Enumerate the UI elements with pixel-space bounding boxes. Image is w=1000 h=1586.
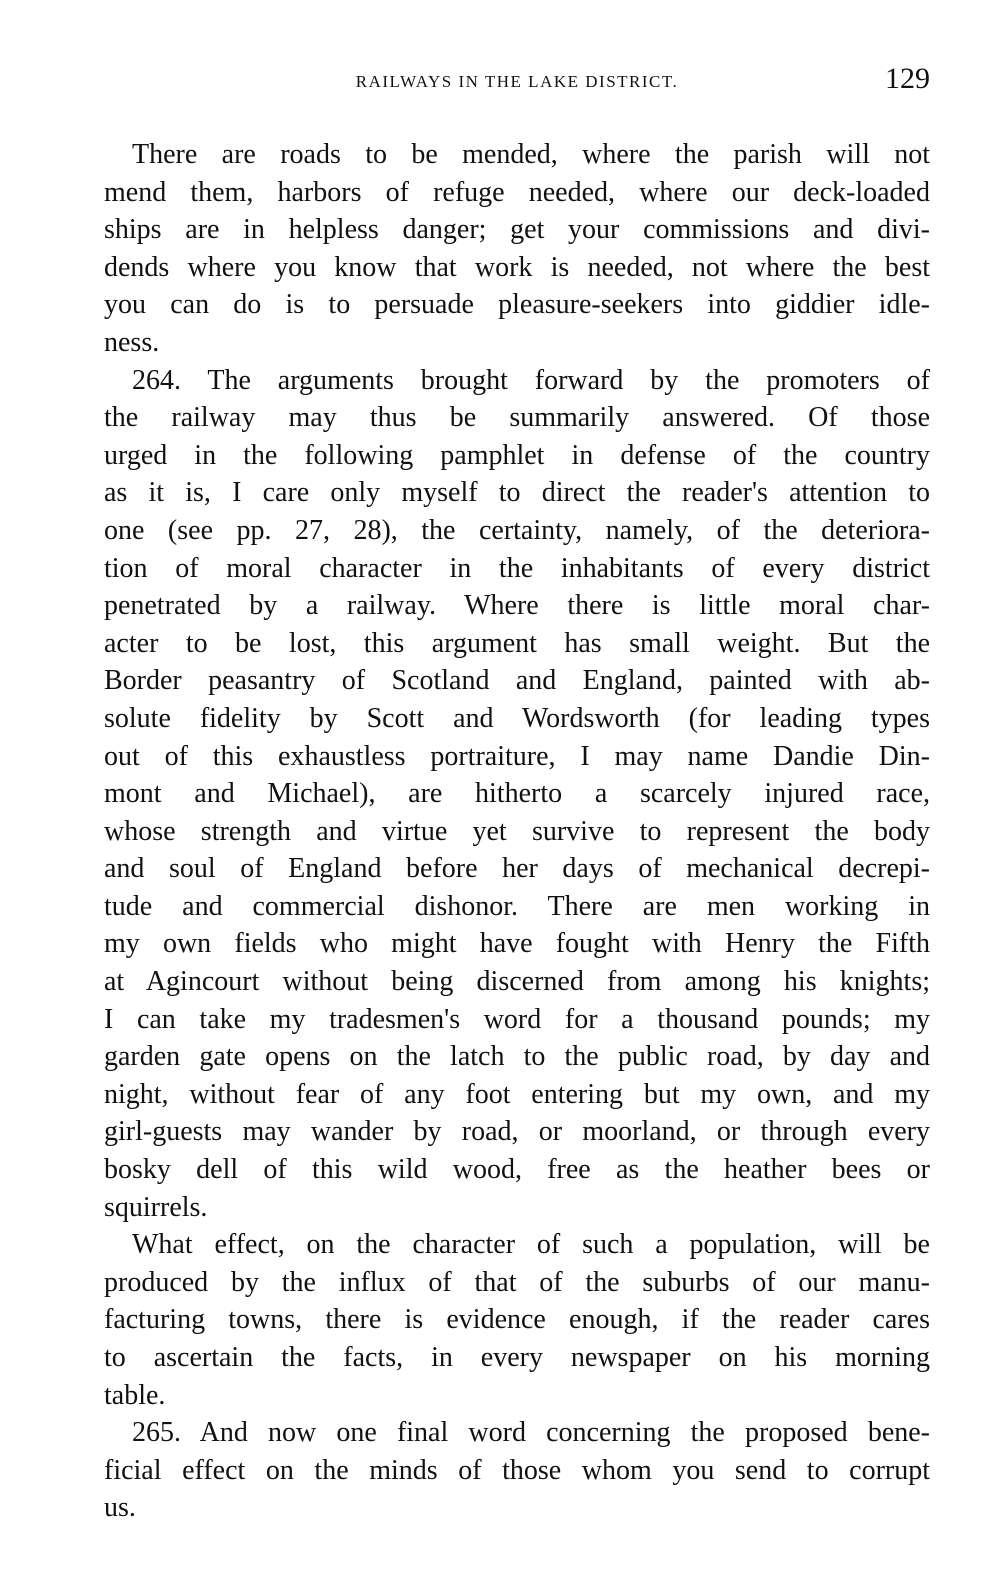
text-line: and soul of England before her days of mechanical decrepi- bbox=[104, 853, 930, 885]
text-line: garden gate opens on the latch to the public road, by day and bbox=[104, 1041, 930, 1073]
page-number: 129 bbox=[885, 62, 930, 95]
text-line: penetrated by a railway. Where there is little moral char- bbox=[104, 590, 930, 622]
text-line: I can take my tradesmen's word for a thousand pounds; my bbox=[104, 1003, 930, 1035]
text-line: at Agincourt without being discerned from among his knights; bbox=[104, 966, 930, 998]
text-line: you can do is to persuade pleasure-seekers into giddier idle- bbox=[104, 289, 930, 321]
text-line: one (see pp. 27, 28), the certainty, namely, of the deteriora- bbox=[104, 514, 930, 546]
text-line: What effect, on the character of such a population, will be bbox=[132, 1229, 930, 1261]
text-line: ficial effect on the minds of those whom you send to corrupt bbox=[104, 1454, 930, 1486]
text-line: tude and commercial dishonor. There are men working in bbox=[104, 890, 930, 922]
text-line: ships are in helpless danger; get your commissions and divi- bbox=[104, 214, 930, 246]
text-line: bosky dell of this wild wood, free as the heather bees or bbox=[104, 1154, 930, 1186]
text-line: out of this exhaustless portraiture, I may name Dandie Din- bbox=[104, 740, 930, 772]
body-text bbox=[104, 136, 930, 1527]
text-line: my own fields who might have fought with Henry the Fifth bbox=[104, 928, 930, 960]
text-line: solute fidelity by Scott and Wordsworth (for leading types bbox=[104, 702, 930, 734]
running-title: RAILWAYS IN THE LAKE DISTRICT. bbox=[355, 72, 679, 91]
text-line: night, without fear of any foot entering but my own, and my bbox=[104, 1078, 930, 1110]
text-line: whose strength and virtue yet survive to represent the body bbox=[104, 815, 930, 847]
running-head bbox=[104, 62, 930, 102]
text-line: Border peasantry of Scotland and England, painted with ab- bbox=[104, 665, 930, 697]
paragraph bbox=[104, 1414, 930, 1527]
text-line: squirrels. bbox=[104, 1191, 208, 1223]
text-line: us. bbox=[104, 1492, 136, 1524]
text-line: ness. bbox=[104, 326, 160, 358]
text-line: produced by the influx of that of the suburbs of our manu- bbox=[104, 1266, 930, 1298]
text-line: acter to be lost, this argument has small weight. But the bbox=[104, 627, 930, 659]
text-line: facturing towns, there is evidence enough, if the reader cares bbox=[104, 1304, 930, 1336]
text-line: girl-guests may wander by road, or moorland, or through every bbox=[104, 1116, 930, 1148]
text-line: mend them, harbors of refuge needed, where our deck-loaded bbox=[104, 176, 930, 208]
paragraph bbox=[104, 136, 930, 362]
text-line: There are roads to be mended, where the parish will not bbox=[132, 139, 930, 170]
text-line: as it is, I care only myself to direct the reader's attention to bbox=[104, 477, 930, 509]
text-line: 264. The arguments brought forward by the promoters of bbox=[132, 364, 930, 396]
paragraph bbox=[104, 362, 930, 1227]
text-line: urged in the following pamphlet in defense of the country bbox=[104, 439, 930, 471]
text-line: dends where you know that work is needed, not where the best bbox=[104, 251, 930, 283]
text-line: mont and Michael), are hitherto a scarcely injured race, bbox=[104, 778, 930, 810]
text-line: to ascertain the facts, in every newspaper on his morning bbox=[104, 1342, 930, 1373]
paragraph bbox=[104, 1226, 930, 1414]
text-line: table. bbox=[104, 1379, 166, 1411]
text-line: 265. And now one final word concerning the proposed bene- bbox=[132, 1417, 930, 1449]
text-line: tion of moral character in the inhabitants of every district bbox=[104, 552, 930, 584]
text-line: the railway may thus be summarily answered. Of those bbox=[104, 402, 930, 434]
